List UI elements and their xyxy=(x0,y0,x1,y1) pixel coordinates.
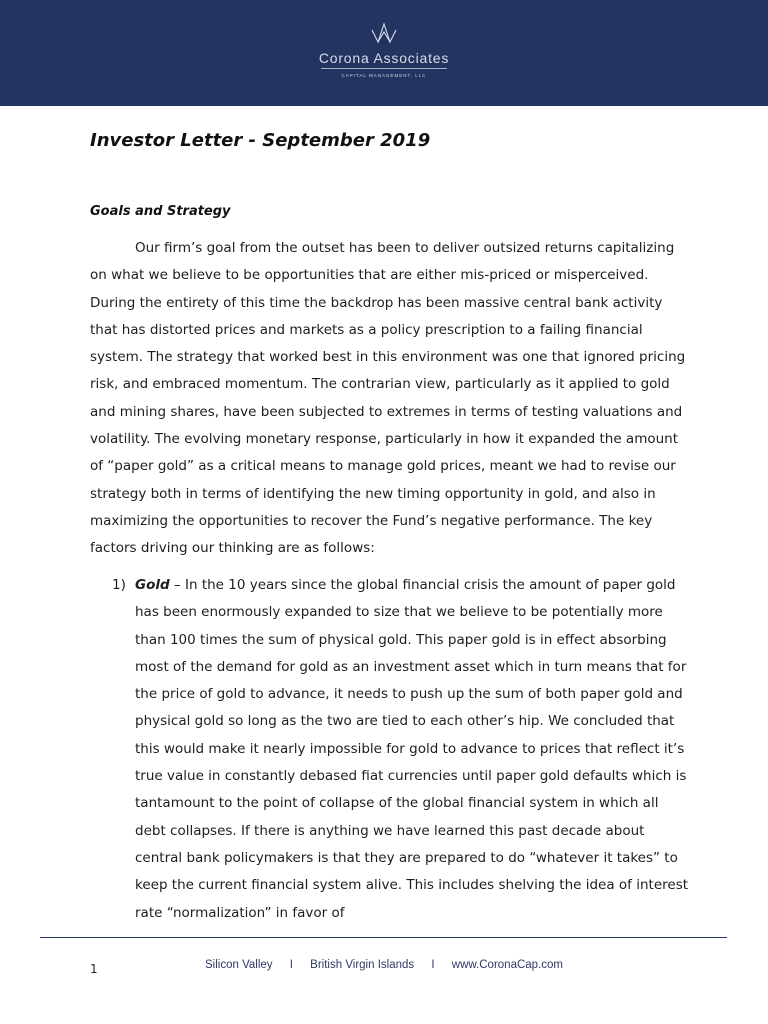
footer-separator: I xyxy=(431,959,435,971)
list-item-lead: Gold xyxy=(135,577,170,593)
footer-location-silicon-valley: Silicon Valley xyxy=(205,959,273,971)
footer-divider xyxy=(40,937,727,938)
brand-subtitle: CAPITAL MANAGEMENT, LLC xyxy=(341,73,427,78)
section-heading: Goals and Strategy xyxy=(90,204,231,219)
brand-name: Corona Associates xyxy=(318,50,450,66)
list-item-number: 1) xyxy=(112,577,126,593)
footer-locations xyxy=(0,957,768,973)
company-logo xyxy=(0,20,768,79)
letter-title: Investor Letter - September 2019 xyxy=(90,130,431,151)
footer-location-bvi: British Virgin Islands xyxy=(310,959,415,971)
footer-website-link[interactable]: www.CoronaCap.com xyxy=(451,959,563,971)
page-number: 1 xyxy=(90,962,98,976)
footer-separator: I xyxy=(289,959,293,971)
list-item-body: – In the 10 years since the global financial crisis the amount of paper gold has been enormously expanded to size that we believe to be potentially more than 100 times the sum of physical gold. This paper gold is in effect absorbing most of the demand for gold as an investment asset which in turn means that for the price of gold to advance, it needs to push up the sum of both paper gold and physical gold so long as the two are tied to each other’s hip. We concluded that this would make it nearly impossible for gold to advance to prices that reflect it’s true value in constantly debased fiat currencies until paper gold defaults which is tantamount to the point of collapse of the global financial system in which all debt collapses. If there is anything we have learned this past decade about central bank policymakers is that they are prepared to do “whatever it takes” to keep the current financial system alive. This includes shelving the idea of interest rate “normalization” in favor of xyxy=(135,577,689,921)
list-item xyxy=(90,572,690,927)
logo-divider xyxy=(321,68,447,69)
header-band xyxy=(0,0,768,106)
body-paragraph: Our firm’s goal from the outset has been to deliver outsized returns capitalizing on what we believe to be opportunities that are either mis-priced or misperceived. During the entirety of this time the backdrop has been massive central bank activity that has distorted prices and markets as a policy prescription to a failing financial system. The strategy that worked best in this environment was one that ignored pricing risk, and embraced momentum. The contrarian view, particularly as it applied to gold and mining shares, have been subjected to extremes in terms of testing valuations and volatility. The evolving monetary response, particularly in how it expanded the amount of “paper gold” as a critical means to manage gold prices, meant we had to revise our strategy both in terms of identifying the new timing opportunity in gold, and also in maximizing the opportunities to recover the Fund’s negative performance. The key factors driving our thinking are as follows: xyxy=(90,240,686,557)
list-item-text xyxy=(135,572,690,927)
crown-chevron-icon xyxy=(369,20,399,46)
